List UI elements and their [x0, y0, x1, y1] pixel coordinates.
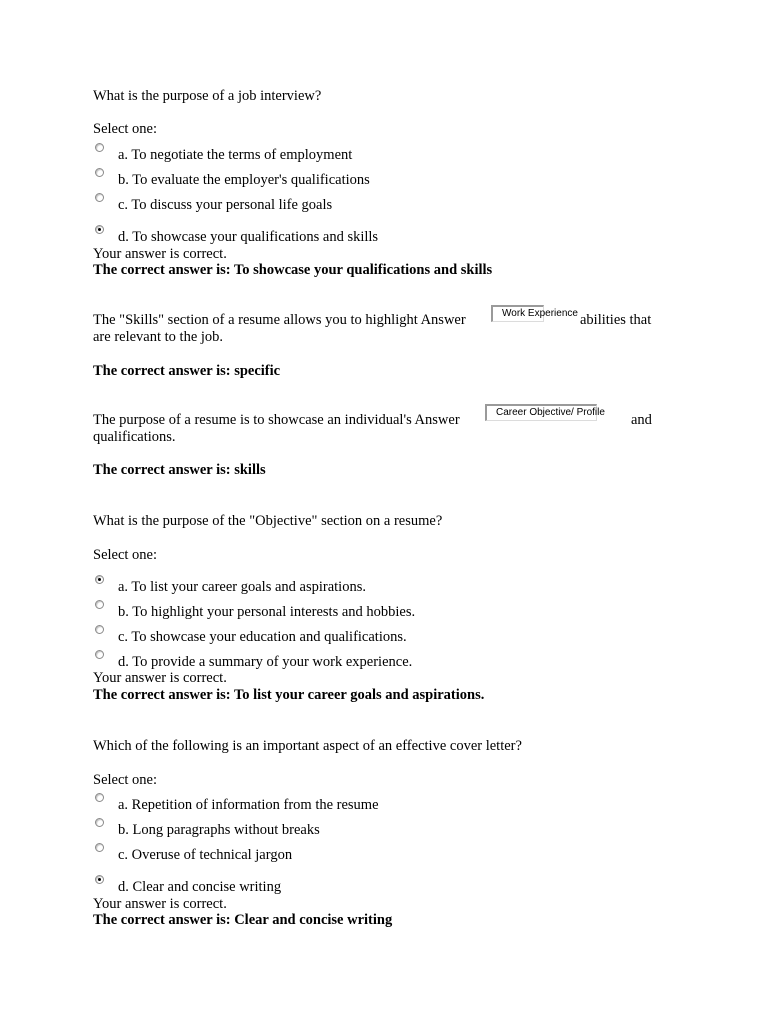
q2-correct-answer: The correct answer is: specific [93, 363, 281, 379]
q4-select-label: Select one: [93, 547, 158, 563]
q5-option-b-radio[interactable] [95, 818, 104, 827]
q4-option-c: c. To showcase your education and qualifications. [118, 629, 407, 645]
q5-option-c: c. Overuse of technical jargon [118, 847, 293, 863]
q5-select-label: Select one: [93, 772, 158, 788]
q1-option-d: d. To showcase your qualifications and skills [118, 229, 379, 245]
q1-option-a: a. To negotiate the terms of employment [118, 147, 353, 163]
q4-option-c-radio[interactable] [95, 625, 104, 634]
q4-correct-answer: The correct answer is: To list your career goals and aspirations. [93, 687, 485, 703]
q4-option-d-radio[interactable] [95, 650, 104, 659]
q5-feedback: Your answer is correct. [93, 896, 227, 912]
q5-option-d: d. Clear and concise writing [118, 879, 282, 895]
q2-answer-field[interactable]: Work Experience [491, 305, 544, 322]
q3-correct-answer: The correct answer is: skills [93, 462, 266, 478]
q1-correct-answer: The correct answer is: To showcase your qualifications and skills [93, 262, 493, 278]
q2-text-before: The "Skills" section of a resume allows you to highlight Answer [93, 312, 466, 328]
q1-feedback: Your answer is correct. [93, 246, 227, 262]
q4-question: What is the purpose of the "Objective" section on a resume? [93, 513, 443, 529]
q5-option-b: b. Long paragraphs without breaks [118, 822, 320, 838]
q3-text-after: and [631, 412, 652, 428]
q4-option-b: b. To highlight your personal interests and hobbies. [118, 604, 416, 620]
q1-option-c-radio[interactable] [95, 193, 104, 202]
q4-option-a: a. To list your career goals and aspirations. [118, 579, 366, 595]
q5-option-d-radio[interactable] [95, 875, 104, 884]
q3-text-before: The purpose of a resume is to showcase an individual's Answer [93, 412, 460, 428]
q3-answer-field[interactable]: Career Objective/ Profile [485, 404, 597, 421]
q4-option-d: d. To provide a summary of your work experience. [118, 654, 413, 670]
q1-option-d-radio[interactable] [95, 225, 104, 234]
q1-option-b-radio[interactable] [95, 168, 104, 177]
q1-question: What is the purpose of a job interview? [93, 88, 322, 104]
q5-question: Which of the following is an important aspect of an effective cover letter? [93, 738, 522, 754]
q5-correct-answer: The correct answer is: Clear and concise writing [93, 912, 393, 928]
q2-text-after: abilities that [580, 312, 652, 328]
q1-option-b: b. To evaluate the employer's qualifications [118, 172, 370, 188]
q4-option-a-radio[interactable] [95, 575, 104, 584]
q2-text-line2: are relevant to the job. [93, 329, 224, 345]
q1-select-label: Select one: [93, 121, 158, 137]
q5-option-c-radio[interactable] [95, 843, 104, 852]
q5-option-a: a. Repetition of information from the resume [118, 797, 379, 813]
q4-option-b-radio[interactable] [95, 600, 104, 609]
q3-text-line2: qualifications. [93, 429, 176, 445]
q1-option-c: c. To discuss your personal life goals [118, 197, 333, 213]
q4-feedback: Your answer is correct. [93, 670, 227, 686]
q1-option-a-radio[interactable] [95, 143, 104, 152]
q5-option-a-radio[interactable] [95, 793, 104, 802]
